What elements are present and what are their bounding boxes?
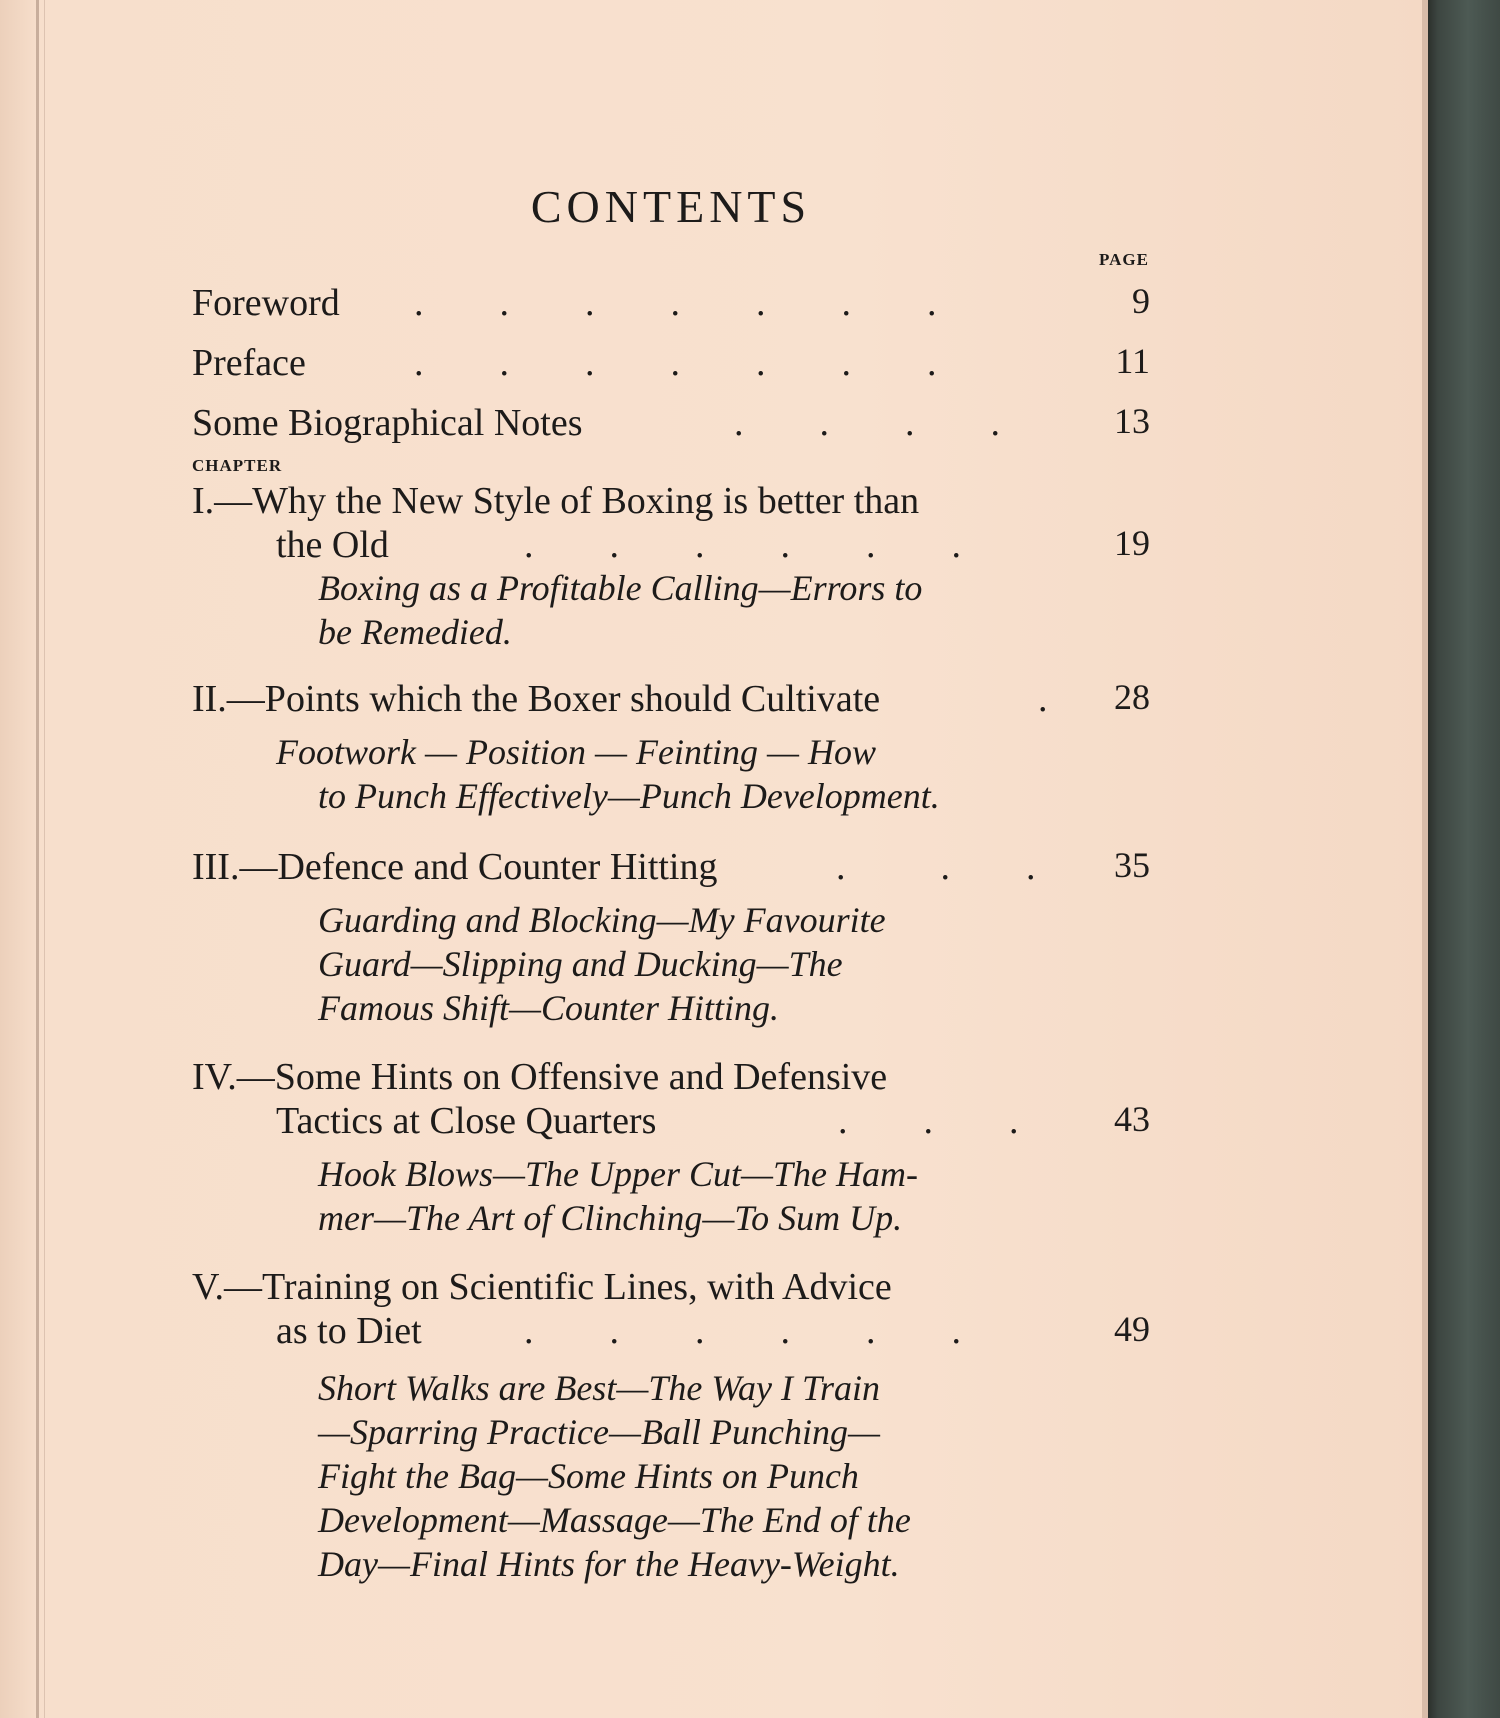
leader-dots: . bbox=[1038, 678, 1048, 720]
chapter-summary bbox=[318, 1152, 1062, 1240]
toc-entry-chapter-3[interactable] bbox=[192, 844, 1062, 890]
leader-dots: . . . bbox=[836, 846, 1036, 888]
summary-line: Famous Shift—Counter Hitting. bbox=[318, 988, 780, 1028]
toc-entry-chapter-2[interactable] bbox=[192, 676, 1062, 722]
toc-entry-chapter-1-continued[interactable] bbox=[276, 522, 1062, 568]
entry-title: III.—Defence and Counter Hitting bbox=[192, 846, 718, 888]
page-number: 28 bbox=[1114, 677, 1150, 717]
entry-title: Some Biographical Notes bbox=[192, 402, 583, 444]
chapter-column-label: CHAPTER bbox=[192, 456, 283, 475]
leader-dots: . . . . . . bbox=[524, 524, 961, 566]
page-column-label: PAGE bbox=[1099, 250, 1149, 269]
summary-line: mer—The Art of Clinching—To Sum Up. bbox=[318, 1198, 903, 1238]
chapter-summary bbox=[276, 730, 1062, 818]
summary-line: be Remedied. bbox=[318, 612, 512, 652]
page-number: 19 bbox=[1114, 523, 1150, 563]
summary-line: to Punch Effectively—Punch Development. bbox=[318, 776, 940, 816]
entry-title: V.—Training on Scientific Lines, with Advice bbox=[192, 1266, 892, 1308]
entry-title: IV.—Some Hints on Offensive and Defensive bbox=[192, 1056, 888, 1098]
leader-dots: . . . . . . . bbox=[414, 282, 937, 324]
contents-heading: CONTENTS bbox=[530, 181, 812, 232]
toc-entry-chapter-4-continued[interactable] bbox=[276, 1098, 1062, 1144]
page-number: 11 bbox=[1115, 341, 1150, 381]
entry-title: Preface bbox=[192, 342, 306, 384]
toc-entry-preface[interactable] bbox=[192, 340, 1062, 386]
gutter-shadow bbox=[36, 0, 39, 1718]
entry-title: I.—Why the New Style of Boxing is better than bbox=[192, 480, 920, 522]
page-number: 9 bbox=[1132, 281, 1150, 321]
leader-dots: . . . . bbox=[734, 402, 1000, 444]
toc-entry-foreword[interactable] bbox=[192, 280, 1062, 326]
summary-line: Short Walks are Best—The Way I Train bbox=[318, 1368, 881, 1408]
entry-title-continued: Tactics at Close Quarters bbox=[276, 1100, 657, 1142]
summary-line: Footwork — Position — Feinting — How bbox=[276, 732, 877, 772]
chapter-summary bbox=[318, 566, 1062, 654]
entry-title-continued: as to Diet bbox=[276, 1310, 422, 1352]
page-number: 43 bbox=[1114, 1099, 1150, 1139]
summary-line: Hook Blows—The Upper Cut—The Ham- bbox=[318, 1154, 918, 1194]
toc-entry-chapter-5-continued[interactable] bbox=[276, 1308, 1062, 1354]
entry-title-continued: the Old bbox=[276, 524, 389, 566]
summary-line: Guard—Slipping and Ducking—The bbox=[318, 944, 843, 984]
summary-line: Day—Final Hints for the Heavy-Weight. bbox=[318, 1544, 900, 1584]
summary-line: Development—Massage—The End of the bbox=[318, 1500, 911, 1540]
leader-dots: . . . . . . . bbox=[414, 342, 937, 384]
book-cover-edge bbox=[1428, 0, 1500, 1718]
summary-line: Fight the Bag—Some Hints on Punch bbox=[318, 1456, 859, 1496]
toc-entry-biographical-notes[interactable] bbox=[192, 400, 1062, 446]
leader-dots: . . . . . . bbox=[524, 1310, 961, 1352]
page-number: 13 bbox=[1114, 401, 1150, 441]
toc-entry-chapter-4[interactable] bbox=[192, 1054, 1062, 1100]
page-number: 35 bbox=[1114, 845, 1150, 885]
entry-title: Foreword bbox=[192, 282, 340, 324]
chapter-summary bbox=[318, 898, 1062, 1030]
toc-entry-chapter-1[interactable] bbox=[192, 478, 1062, 524]
toc-entry-chapter-5[interactable] bbox=[192, 1264, 1062, 1310]
entry-title: II.—Points which the Boxer should Cultivate bbox=[192, 678, 881, 720]
summary-line: —Sparring Practice—Ball Punching— bbox=[318, 1412, 880, 1452]
summary-line: Boxing as a Profitable Calling—Errors to bbox=[318, 568, 923, 608]
gutter-shadow-inner bbox=[44, 0, 45, 1718]
page-number: 49 bbox=[1114, 1309, 1150, 1349]
leader-dots: . . . bbox=[838, 1100, 1019, 1142]
summary-line: Guarding and Blocking—My Favourite bbox=[318, 900, 886, 940]
chapter-summary bbox=[318, 1366, 1062, 1586]
